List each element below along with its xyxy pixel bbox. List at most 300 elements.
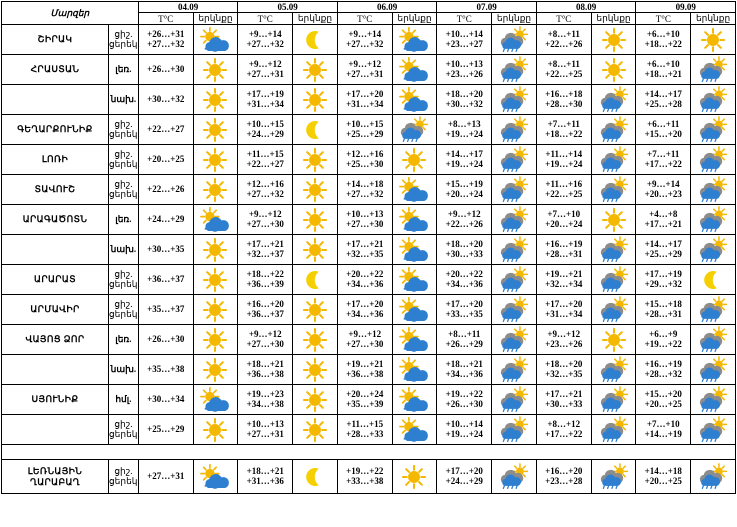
temp-cell: +11…+15 +28…+33 [337,415,392,445]
cloud-rain-sun-icon [492,175,536,204]
temp-cell: +19…+23 +34…+38 [238,385,293,415]
cloud-rain-sun-icon [592,115,636,144]
sun-cloud-rain-icon [393,206,437,234]
cloud-rain-sun-icon [492,325,536,354]
temp-cell: +18…+21 +34…+36 [437,355,492,385]
temp-cell: +17…+19 +31…+34 [238,85,293,115]
temp-cell: +17…+21 +30…+33 [536,385,591,415]
daynight-label: ցիշ. ցերեկ. [108,115,138,145]
temp-cell: +12…+16 +27…+32 [238,175,293,205]
temp-cell: +9…+12 +27…+31 [337,55,392,85]
sky-cell [392,115,437,145]
sky-cell [392,265,437,295]
sky-cell [392,85,437,115]
temp-cell: +9…+12 +27…+30 [337,325,392,355]
table-row [2,385,736,415]
sun-cloud-rain-icon [194,206,238,234]
sky-cell [591,175,636,205]
sky-cell [691,355,736,385]
table-body [2,25,736,494]
table-row [2,85,736,115]
temp-cell: +10…+13 +23…+26 [437,55,492,85]
date-header-4: 08.09 [536,2,636,13]
temp-cell: +17…+20 +34…+36 [337,295,392,325]
sky-cell [392,25,437,55]
sky-cell [293,55,338,85]
sky-cell [492,25,537,55]
sky-cell [691,175,736,205]
sun-icon [293,327,337,353]
sub-temp-1: T°C [238,13,293,25]
sky-cell [293,385,338,415]
daynight-label: ցիշ. ցերեկ. [108,415,138,445]
sky-cell [293,85,338,115]
cloud-rain-sun-icon [691,295,735,324]
temp-cell: +8…+11 +22…+26 [536,25,591,55]
cloud-rain-sun-icon [492,295,536,324]
cloud-rain-sun-icon [592,175,636,204]
temp-cell: +9…+12 +23…+26 [536,325,591,355]
sun-icon [194,117,238,143]
sub-zone-label: լեռ. [108,325,138,355]
temp-cell: +30…+32 [138,85,193,115]
sky-cell [293,145,338,175]
cloud-rain-sun-icon [691,55,735,84]
temp-cell: +6…+10 +18…+21 [636,55,691,85]
sub-temp-4: T°C [536,13,591,25]
table-row [2,25,736,55]
cloud-rain-sun-icon [492,85,536,114]
sub-zone-label: նախ. [108,85,138,115]
moon-icon [293,267,337,293]
footer-sky-cell [492,460,537,494]
temp-cell: +35…+38 [138,355,193,385]
sky-cell [691,25,736,55]
sky-cell [492,115,537,145]
date-header-3: 07.09 [437,2,537,13]
sky-cell [392,205,437,235]
region-label-continued [2,415,109,445]
cloud-rain-sun-icon [691,205,735,234]
cloud-rain-sun-icon [492,145,536,174]
cloud-rain-sun-icon [691,145,735,174]
footer-temp-cell: +27…+31 [138,460,193,494]
cloud-rain-sun-icon [592,295,636,324]
sun-icon [293,417,337,443]
region-label: ՀՐԱՍՏԱՆ [2,55,109,85]
temp-cell: +17…+21 +32…+37 [238,235,293,265]
temp-cell: +16…+19 +28…+31 [536,235,591,265]
sun-cloud-rain-icon [194,26,238,54]
sky-cell [392,175,437,205]
temp-cell: +10…+13 +27…+31 [238,415,293,445]
temp-cell: +17…+20 +31…+34 [536,295,591,325]
sky-cell [591,325,636,355]
temp-cell: +15…+19 +20…+24 [437,175,492,205]
temp-cell: +8…+11 +26…+29 [437,325,492,355]
temp-cell: +10…+14 +19…+24 [437,415,492,445]
weather-forecast-sheet [0,1,737,527]
sky-cell [492,175,537,205]
temp-cell: +9…+14 +27…+32 [337,25,392,55]
sun-cloud-rain-icon [393,26,437,54]
cloud-rain-sun-icon [691,235,735,264]
sun-icon [691,27,735,53]
cloud-rain-sun-icon [592,462,636,491]
temp-cell: +18…+20 +30…+33 [437,235,492,265]
sub-zone-label: նախ. [108,355,138,385]
forecast-table [1,1,736,494]
sky-cell [691,145,736,175]
sun-cloud-rain-icon [393,386,437,414]
sun-cloud-rain-icon [393,56,437,84]
footer-row [2,460,736,494]
temp-cell: +14…+17 +25…+29 [636,235,691,265]
header-row-dates [2,2,736,13]
sky-cell [193,205,238,235]
sky-cell [293,205,338,235]
sun-icon [293,387,337,413]
temp-cell: +24…+29 [138,205,193,235]
footer-sky-cell [193,460,238,494]
sky-cell [492,265,537,295]
sky-cell [193,175,238,205]
temp-cell: +9…+12 +22…+26 [437,205,492,235]
temp-cell: +17…+20 +31…+34 [337,85,392,115]
sky-cell [293,325,338,355]
sky-cell [392,295,437,325]
daynight-label: ցիշ. ցերեկ. [108,175,138,205]
sky-cell [193,235,238,265]
sky-cell [691,385,736,415]
sun-icon [194,177,238,203]
sky-cell [193,295,238,325]
temp-cell: +9…+12 +27…+30 [238,325,293,355]
sub-temp-5: T°C [636,13,691,25]
temp-cell: +14…+17 +19…+24 [437,145,492,175]
region-label: ՇԻՐԱԿ [2,25,109,55]
sky-cell [591,55,636,85]
cloud-rain-sun-icon [592,145,636,174]
sun-cloud-rain-icon [393,356,437,384]
region-label: ՏԱՎՈՒՇ [2,175,109,205]
sky-cell [293,235,338,265]
temp-cell: +15…+18 +28…+31 [636,295,691,325]
cloud-rain-sun-icon [492,115,536,144]
cloud-rain-sun-icon [592,355,636,384]
sun-cloud-rain-icon [393,86,437,114]
sky-cell [691,325,736,355]
sun-icon [293,87,337,113]
cloud-rain-sun-icon [492,265,536,294]
footer-sky-cell [691,460,736,494]
region-label: ԱՐԱՐԱՏ [2,265,109,295]
sky-cell [193,325,238,355]
sky-cell [691,415,736,445]
sky-cell [591,295,636,325]
region-label: ԱՐԱԳԱԾՈՏՆ [2,205,109,235]
sky-cell [591,205,636,235]
temp-cell: +15…+20 +20…+25 [636,385,691,415]
sky-cell [591,235,636,265]
cloud-rain-sun-icon [592,85,636,114]
sky-cell [691,85,736,115]
cloud-rain-sun-icon [492,235,536,264]
sky-cell [193,145,238,175]
corner-label: Մարզեր [2,2,139,25]
sun-icon [592,207,636,233]
temp-cell: +10…+15 +25…+29 [337,115,392,145]
sun-icon [293,147,337,173]
sub-zone-label: լեռ. [108,55,138,85]
temp-cell: +20…+25 [138,145,193,175]
sky-cell [591,355,636,385]
temp-cell: +14…+17 +25…+28 [636,85,691,115]
temp-cell: +18…+22 +36…+39 [238,265,293,295]
sun-cloud-rain-icon [393,176,437,204]
sub-zone-label: լեռ. [108,205,138,235]
sub-temp-2: T°C [337,13,392,25]
sun-icon [592,27,636,53]
sky-cell [193,25,238,55]
sub-sky-2: երկնքը [392,13,437,25]
moon-icon [293,27,337,53]
sky-cell [492,415,537,445]
sky-cell [492,295,537,325]
temp-cell: +26…+31 +27…+32 [138,25,193,55]
sky-cell [492,385,537,415]
cloud-rain-sun-icon [492,25,536,54]
daynight-label: ցիշ. ցերեկ. [108,265,138,295]
temp-cell: +7…+10 +20…+24 [536,205,591,235]
sky-cell [591,25,636,55]
sky-cell [193,55,238,85]
footer-sky-cell [392,460,437,494]
temp-cell: +20…+22 +34…+36 [437,265,492,295]
temp-cell: +22…+26 [138,175,193,205]
temp-cell: +9…+14 +27…+32 [238,25,293,55]
sky-cell [193,355,238,385]
temp-cell: +6…+9 +19…+22 [636,325,691,355]
temp-cell: +8…+13 +19…+24 [437,115,492,145]
sun-icon [592,57,636,83]
cloud-rain-sun-icon [691,325,735,354]
sub-sky-5: երկնքը [691,13,736,25]
daynight-label: ցիշ. ցերեկ. [108,25,138,55]
sun-icon [293,57,337,83]
sky-cell [293,415,338,445]
footer-sky-cell [591,460,636,494]
table-row [2,355,736,385]
cloud-rain-sun-icon [691,355,735,384]
temp-cell: +17…+20 +33…+35 [437,295,492,325]
table-row [2,115,736,145]
cloud-rain-sun-icon [492,55,536,84]
sun-cloud-rain-icon [393,296,437,324]
temp-cell: +25…+29 [138,415,193,445]
temp-cell: +11…+14 +19…+24 [536,145,591,175]
sun-icon [293,177,337,203]
temp-cell: +17…+21 +32…+35 [337,235,392,265]
sky-cell [492,205,537,235]
temp-cell: +11…+16 +22…+25 [536,175,591,205]
temp-cell: +16…+20 +36…+37 [238,295,293,325]
sky-cell [591,85,636,115]
date-header-0: 04.09 [138,2,238,13]
temp-cell: +19…+22 +26…+30 [437,385,492,415]
sun-cloud-rain-icon [194,463,238,491]
cloud-rain-sun-icon [592,235,636,264]
sky-cell [492,85,537,115]
temp-cell: +10…+13 +27…+30 [337,205,392,235]
temp-cell: +4…+8 +17…+21 [636,205,691,235]
temp-cell: +26…+30 [138,55,193,85]
cloud-rain-sun-icon [492,205,536,234]
sun-icon [194,237,238,263]
cloud-rain-sun-icon [691,462,735,491]
temp-cell: +14…+18 +27…+32 [337,175,392,205]
region-label: ԼՈՌԻ [2,145,109,175]
sun-icon [194,357,238,383]
table-row [2,235,736,265]
temp-cell: +20…+22 +34…+36 [337,265,392,295]
sky-cell [691,295,736,325]
region-label: ԱՐՄԱՎԻՐ [2,295,109,325]
footer-region-label: ԼԵՌՆԱՅԻՆ ՂԱՐԱԲԱՂ [2,460,109,494]
sky-cell [591,115,636,145]
sky-cell [293,355,338,385]
sky-cell [492,55,537,85]
footer-temp-cell: +18…+21 +31…+36 [238,460,293,494]
sky-cell [392,55,437,85]
temp-cell: +18…+20 +32…+35 [536,355,591,385]
temp-cell: +19…+21 +32…+34 [536,265,591,295]
sky-cell [193,385,238,415]
sky-cell [691,55,736,85]
sky-cell [492,145,537,175]
temp-cell: +30…+35 [138,235,193,265]
sub-sky-4: երկնքը [591,13,636,25]
cloud-rain-sun-icon [592,415,636,444]
sky-cell [293,175,338,205]
sun-icon [194,417,238,443]
moon-icon [293,117,337,143]
temp-cell: +30…+34 [138,385,193,415]
cloud-rain-sun-icon [691,415,735,444]
temp-cell: +22…+27 [138,115,193,145]
temp-cell: +8…+12 +17…+22 [536,415,591,445]
table-row [2,55,736,85]
table-row [2,295,736,325]
date-header-2: 06.09 [337,2,437,13]
cloud-rain-sun-icon [691,175,735,204]
cloud-rain-sun-icon [592,265,636,294]
footer-sky-cell [293,460,338,494]
sky-cell [293,115,338,145]
cloud-rain-sun-icon [393,115,437,144]
region-label-continued [2,355,109,385]
sun-icon [293,237,337,263]
sun-icon [293,357,337,383]
temp-cell: +19…+21 +36…+38 [337,355,392,385]
sky-cell [293,25,338,55]
cloud-rain-sun-icon [492,385,536,414]
temp-cell: +12…+16 +25…+30 [337,145,392,175]
sky-cell [591,265,636,295]
sky-cell [392,415,437,445]
temp-cell: +6…+10 +18…+22 [636,25,691,55]
sky-cell [691,205,736,235]
sun-icon [194,297,238,323]
sun-icon [393,464,437,490]
region-label: ԳԵՂԱՐՔՈՒՆԻՔ [2,115,109,145]
sub-sky-3: երկնքը [492,13,537,25]
temp-cell: +6…+11 +15…+20 [636,115,691,145]
cloud-rain-sun-icon [691,115,735,144]
temp-cell: +20…+24 +35…+39 [337,385,392,415]
sub-sky-0: երկնքը [193,13,238,25]
sun-icon [194,57,238,83]
moon-icon [293,464,337,490]
temp-cell: +7…+11 +17…+22 [636,145,691,175]
sky-cell [691,265,736,295]
region-label-continued [2,85,109,115]
sun-cloud-rain-icon [393,326,437,354]
sky-cell [193,415,238,445]
cloud-rain-sun-icon [492,462,536,491]
sun-icon [194,327,238,353]
sub-temp-3: T°C [437,13,492,25]
sky-cell [392,385,437,415]
sky-cell [193,85,238,115]
temp-cell: +18…+20 +30…+32 [437,85,492,115]
sky-cell [591,415,636,445]
cloud-rain-sun-icon [492,415,536,444]
temp-cell: +11…+15 +22…+27 [238,145,293,175]
daynight-label: ցիշ. ցերեկ. [108,145,138,175]
cloud-rain-sun-icon [492,355,536,384]
date-header-1: 05.09 [238,2,338,13]
sky-cell [392,355,437,385]
region-label: ՍՅՈՒՆԻՔ [2,385,109,415]
temp-cell: +17…+19 +29…+32 [636,265,691,295]
sky-cell [193,115,238,145]
sky-cell [392,325,437,355]
sub-sky-1: երկնքը [293,13,338,25]
sky-cell [492,235,537,265]
temp-cell: +16…+18 +28…+30 [536,85,591,115]
footer-temp-cell: +14…+18 +20…+25 [636,460,691,494]
moon-icon [691,267,735,293]
sun-icon [393,147,437,173]
sub-zone-label: հմլ. [108,385,138,415]
sky-cell [193,265,238,295]
cloud-rain-sun-icon [691,385,735,414]
table-row [2,415,736,445]
temp-cell: +9…+14 +20…+23 [636,175,691,205]
daynight-label: ցիշ. ցերեկ. [108,295,138,325]
temp-cell: +18…+21 +36…+38 [238,355,293,385]
footer-temp-cell: +17…+20 +24…+29 [437,460,492,494]
temp-cell: +10…+15 +24…+29 [238,115,293,145]
temp-cell: +7…+10 +14…+19 [636,415,691,445]
sun-cloud-rain-icon [194,386,238,414]
sky-cell [392,145,437,175]
sun-cloud-rain-icon [393,236,437,264]
temp-cell: +16…+19 +28…+32 [636,355,691,385]
region-label: ՎԱՅՈՑ ՁՈՐ [2,325,109,355]
footer-daynight-label: ցիշ. ցերեկ. [108,460,138,494]
